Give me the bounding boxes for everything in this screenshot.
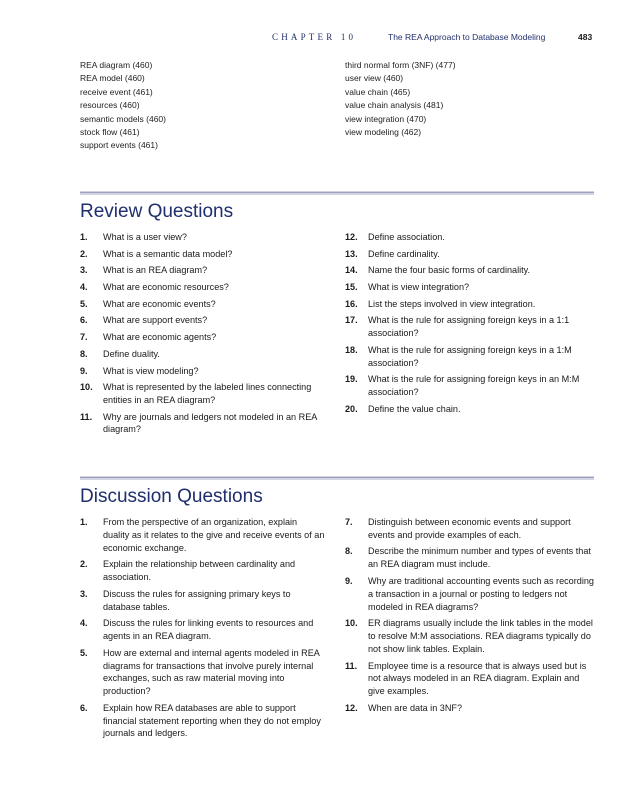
- question-text: Describe the minimum number and types of events that an REA diagram must include.: [368, 546, 591, 570]
- question-item: [345, 575, 595, 613]
- question-number: 2.: [80, 248, 88, 259]
- question-item: [80, 264, 325, 277]
- question-text: Why are traditional accounting events such as recording a transaction in a journal or posting to ledgers not modeled in REA diagrams?: [368, 575, 594, 612]
- question-number: 7.: [345, 517, 353, 527]
- question-number: 1.: [80, 517, 88, 527]
- question-number: 1.: [80, 232, 88, 242]
- question-item: [345, 344, 590, 370]
- discussion-questions-title: Discussion Questions: [80, 486, 263, 507]
- question-text: When are data in 3NF?: [368, 702, 463, 713]
- key-term: view integration (470): [345, 113, 427, 124]
- key-term: value chain (465): [345, 86, 411, 97]
- question-text: Explain the relationship between cardinality and association.: [103, 559, 296, 583]
- question-text: From the perspective of an organization, explain duality as it relates to the give and receive events of an economic exchange.: [103, 517, 325, 553]
- question-text: What is the rule for assigning foreign keys in a 1:1 association?: [368, 315, 570, 339]
- key-term: semantic models (460): [80, 113, 166, 124]
- review-questions-left: [80, 231, 325, 440]
- question-number: 5.: [80, 298, 88, 309]
- question-text: Define cardinality.: [368, 248, 440, 259]
- question-text: Discuss the rules for assigning primary keys to database tables.: [103, 588, 291, 612]
- question-number: 7.: [80, 332, 88, 343]
- question-text: What is the rule for assigning foreign keys in an M:M association?: [368, 374, 580, 398]
- question-text: What are economic resources?: [103, 282, 229, 293]
- question-number: 2.: [80, 559, 88, 570]
- question-number: 14.: [345, 265, 358, 276]
- question-text: Define association.: [368, 232, 445, 242]
- key-term: receive event (461): [80, 86, 153, 97]
- question-text: Discuss the rules for linking events to resources and agents in an REA diagram.: [103, 618, 314, 642]
- chapter-label: CHAPTER 10: [272, 32, 357, 42]
- key-term: user view (460): [345, 73, 404, 84]
- question-item: [345, 660, 595, 698]
- question-item: [345, 702, 595, 715]
- question-item: [345, 545, 595, 571]
- question-item: [80, 248, 325, 261]
- question-item: [80, 314, 325, 327]
- question-text: Explain how REA databases are able to support financial statement reporting when they do not employ journals and ledgers.: [103, 702, 321, 739]
- question-number: 12.: [345, 702, 358, 713]
- key-term: value chain analysis (481): [345, 100, 444, 111]
- question-number: 20.: [345, 403, 358, 414]
- question-number: 12.: [345, 232, 358, 242]
- question-item: [80, 588, 325, 614]
- question-text: Name the four basic forms of cardinality.: [368, 265, 531, 276]
- question-number: 4.: [80, 618, 88, 629]
- question-number: 4.: [80, 282, 88, 293]
- question-item: [345, 298, 590, 311]
- question-text: What is view integration?: [368, 282, 470, 293]
- question-number: 11.: [80, 411, 93, 422]
- question-item: [80, 617, 325, 643]
- question-item: [80, 281, 325, 294]
- question-number: 9.: [80, 365, 88, 376]
- question-item: [80, 298, 325, 311]
- question-item: [345, 231, 590, 244]
- question-item: [345, 403, 590, 416]
- question-item: [80, 558, 325, 584]
- question-item: [80, 516, 325, 554]
- review-questions-right: [345, 231, 590, 420]
- question-item: [80, 647, 325, 698]
- question-number: 13.: [345, 248, 358, 259]
- question-number: 16.: [345, 298, 358, 309]
- question-text: Define duality.: [103, 348, 160, 359]
- question-item: [345, 314, 590, 340]
- question-item: [80, 411, 325, 437]
- question-text: Employee time is a resource that is always used but is not always modeled in an REA diagram. Explain and give examples.: [368, 660, 587, 697]
- question-text: What is an REA diagram?: [103, 265, 208, 276]
- chapter-title: The REA Approach to Database Modeling: [388, 32, 546, 42]
- question-text: What is the rule for assigning foreign keys in a 1:M association?: [368, 344, 572, 368]
- question-number: 8.: [80, 348, 88, 359]
- question-text: What are economic agents?: [103, 332, 217, 343]
- key-term: resources (460): [80, 100, 140, 111]
- question-text: Why are journals and ledgers not modeled in an REA diagram?: [103, 411, 317, 435]
- question-text: How are external and internal agents modeled in REA diagrams for transactions that involve purely internal exchanges, such as raw material moving into production?: [103, 647, 320, 697]
- question-number: 18.: [345, 344, 358, 355]
- question-item: [345, 281, 590, 294]
- key-term: stock flow (461): [80, 127, 140, 138]
- key-term: REA model (460): [80, 73, 145, 84]
- question-item: [80, 348, 325, 361]
- question-text: What are support events?: [103, 315, 208, 326]
- question-text: Distinguish between economic events and support events and provide examples of each.: [368, 517, 571, 540]
- question-text: What is a semantic data model?: [103, 248, 233, 259]
- running-header: [0, 32, 639, 44]
- question-number: 3.: [80, 265, 88, 276]
- key-term: support events (461): [80, 140, 158, 151]
- question-number: 11.: [345, 660, 358, 671]
- question-text: Define the value chain.: [368, 403, 461, 414]
- key-term: third normal form (3NF) (477): [345, 60, 456, 70]
- question-item: [80, 702, 325, 740]
- question-item: [345, 516, 595, 542]
- discussion-questions-right: [345, 516, 595, 719]
- question-number: 6.: [80, 702, 88, 713]
- question-item: [80, 365, 325, 378]
- key-term: REA diagram (460): [80, 60, 153, 70]
- question-text: What are economic events?: [103, 298, 216, 309]
- page-number: 483: [578, 32, 593, 42]
- key-terms-left: [80, 59, 166, 153]
- question-text: ER diagrams usually include the link tables in the model to resolve M:M associations. REA diagrams typically do not show link tables. Explain.: [368, 618, 593, 654]
- question-number: 10.: [80, 382, 93, 393]
- question-text: What is view modeling?: [103, 365, 199, 376]
- question-item: [80, 381, 325, 407]
- section-divider: [80, 191, 594, 195]
- question-number: 9.: [345, 575, 353, 586]
- discussion-questions-left: [80, 516, 325, 744]
- question-text: List the steps involved in view integration.: [368, 298, 536, 309]
- question-number: 6.: [80, 315, 88, 326]
- question-item: [345, 373, 590, 399]
- question-item: [80, 231, 325, 244]
- question-number: 17.: [345, 315, 358, 326]
- question-text: What is represented by the labeled lines connecting entities in an REA diagram?: [103, 382, 312, 405]
- key-term: view modeling (462): [345, 127, 422, 138]
- question-number: 15.: [345, 282, 358, 293]
- question-text: What is a user view?: [103, 232, 187, 242]
- question-number: 5.: [80, 647, 88, 658]
- question-number: 8.: [345, 546, 353, 557]
- section-divider: [80, 476, 594, 480]
- question-item: [345, 248, 590, 261]
- key-terms-right: [345, 59, 456, 139]
- review-questions-title: Review Questions: [80, 201, 234, 222]
- question-item: [345, 617, 595, 655]
- question-number: 10.: [345, 618, 358, 629]
- question-number: 19.: [345, 374, 358, 385]
- question-item: [80, 331, 325, 344]
- question-item: [345, 264, 590, 277]
- question-number: 3.: [80, 588, 88, 599]
